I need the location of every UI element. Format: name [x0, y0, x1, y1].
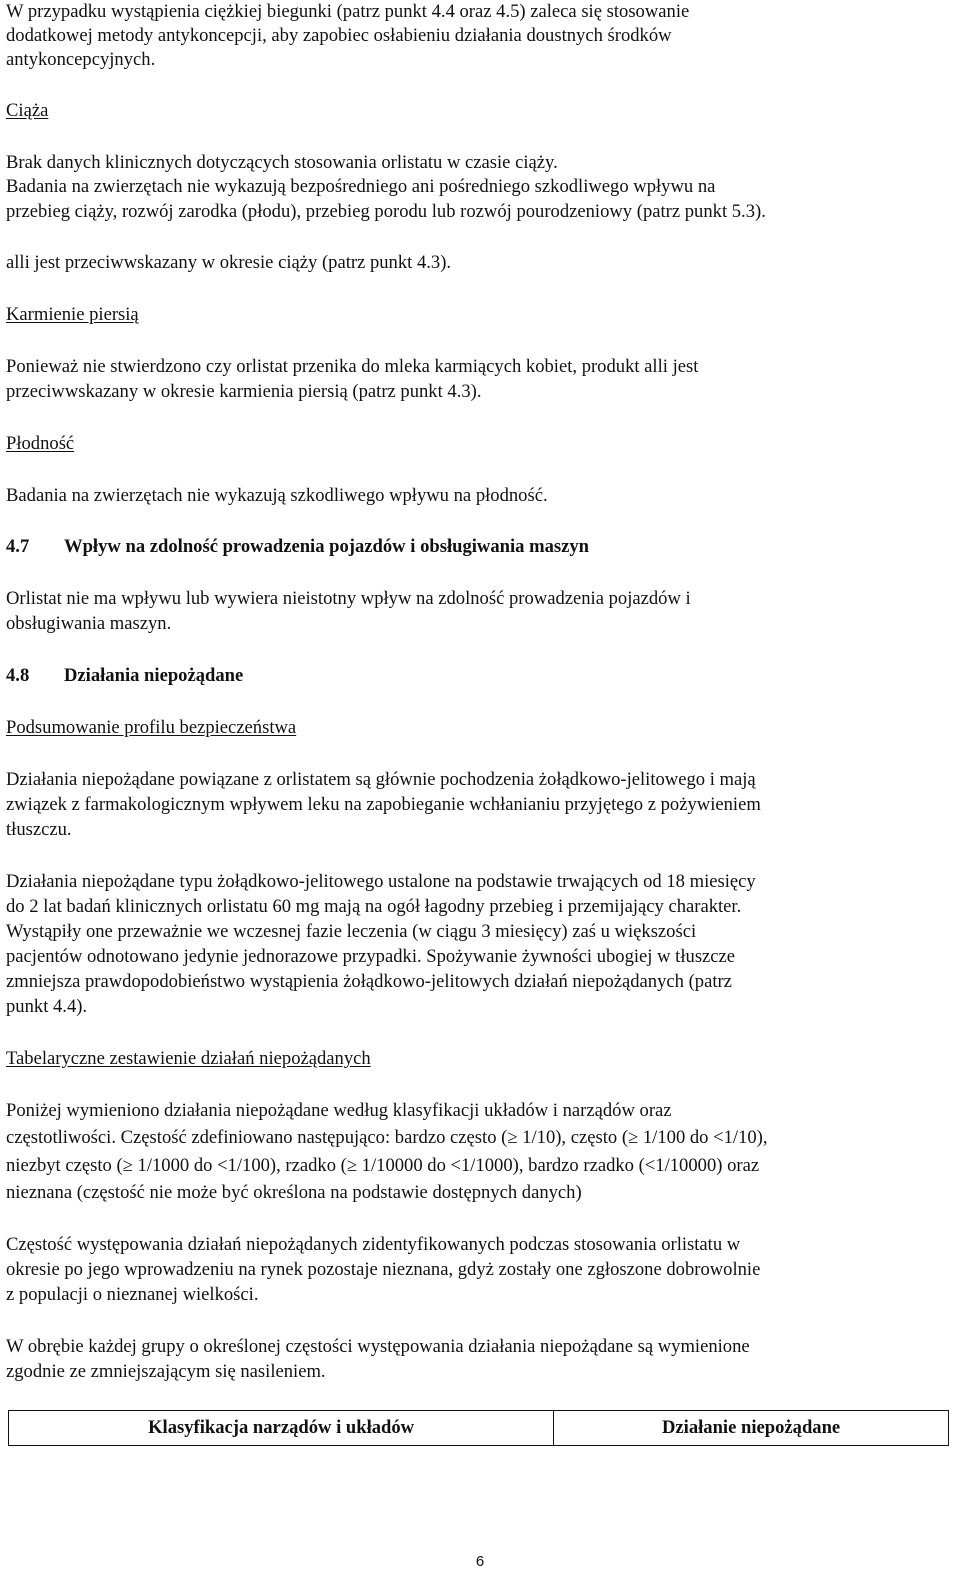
- adverse-reactions-table: [8, 1410, 949, 1446]
- tabulated-list-heading: Tabelaryczne zestawienie działań niepożądanych: [6, 1048, 371, 1069]
- table-header-adverse-reaction: Działanie niepożądane: [554, 1411, 949, 1446]
- breastfeeding-heading: Karmienie piersią: [6, 304, 139, 325]
- postmarketing-p4-line: z populacji o nieznanej wielkości.: [6, 1284, 259, 1305]
- frequency-p3-line: częstotliwości. Częstość zdefiniowano następująco: bardzo często (≥ 1/10), często (≥ 1/100 do <1/10),: [6, 1127, 768, 1148]
- summary-p2-line: Wystąpiły one przeważnie we wczesnej fazie leczenia (w ciągu 3 miesięcy) zaś u większości: [6, 921, 697, 942]
- summary-p1-line: związek z farmakologicznym wpływem leku na zapobieganie wchłanianiu przyjętego z pożywieniem: [6, 794, 761, 815]
- summary-p2-line: pacjentów odnotowano jedynie jednorazowe przypadki. Spożywanie żywności ubogiej w tłuszcze: [6, 946, 736, 967]
- intro-line-2: dodatkowej metody antykoncepcji, aby zapobiec osłabieniu działania doustnych środków: [6, 25, 672, 46]
- fertility-heading: Płodność: [6, 433, 75, 454]
- section-number: 4.8: [6, 665, 30, 686]
- breastfeeding-line-2: przeciwwskazany w okresie karmienia piersią (patrz punkt 4.3).: [6, 381, 482, 402]
- intro-line-3: antykoncepcyjnych.: [6, 49, 156, 70]
- pregnancy-line-1: Brak danych klinicznych dotyczących stosowania orlistatu w czasie ciąży.: [6, 152, 558, 173]
- summary-p2-line: zmniejsza prawdopodobieństwo wystąpienia żołądkowo-jelitowych działań niepożądanych (patrz: [6, 971, 732, 992]
- postmarketing-p4-line: Częstość występowania działań niepożądanych zidentyfikowanych podczas stosowania orlistatu w: [6, 1234, 741, 1255]
- pregnancy-line-2: Badania na zwierzętach nie wykazują bezpośredniego ani pośredniego szkodliwego wpływu na: [6, 176, 716, 197]
- section-4-7-line-1: Orlistat nie ma wpływu lub wywiera nieistotny wpływ na zdolność prowadzenia pojazdów i: [6, 588, 691, 609]
- section-number: 4.7: [6, 536, 30, 557]
- table-header-system-organ-class: Klasyfikacja narządów i układów: [9, 1411, 554, 1446]
- section-4-7-heading: [6, 535, 589, 560]
- summary-p2-line: Działania niepożądane typu żołądkowo-jelitowego ustalone na podstawie trwających od 18 miesięcy: [6, 871, 756, 892]
- ordering-p5-line: W obrębie każdej grupy o określonej częstości występowania działania niepożądane są wymienione: [6, 1336, 750, 1357]
- section-4-8-heading: [6, 664, 243, 689]
- section-4-7-line-2: obsługiwania maszyn.: [6, 613, 172, 634]
- summary-p2-line: punkt 4.4).: [6, 996, 88, 1017]
- pregnancy-line-4: alli jest przeciwwskazany w okresie ciąży (patrz punkt 4.3).: [6, 252, 452, 273]
- frequency-p3-line: nieznana (częstość nie może być określona na podstawie dostępnych danych): [6, 1182, 582, 1203]
- fertility-line-1: Badania na zwierzętach nie wykazują szkodliwego wpływu na płodność.: [6, 485, 548, 506]
- section-title: Wpływ na zdolność prowadzenia pojazdów i obsługiwania maszyn: [64, 536, 590, 557]
- section-title: Działania niepożądane: [64, 665, 244, 686]
- safety-summary-heading: Podsumowanie profilu bezpieczeństwa: [6, 717, 297, 738]
- pregnancy-line-3: przebieg ciąży, rozwój zarodka (płodu), przebieg porodu lub rozwój pourodzeniowy (patrz punkt 5.3).: [6, 201, 766, 222]
- summary-p1-line: Działania niepożądane powiązane z orlistatem są głównie pochodzenia żołądkowo-jelitowego i mają: [6, 769, 756, 790]
- frequency-p3-line: niezbyt często (≥ 1/1000 do <1/100), rzadko (≥ 1/10000 do <1/1000), bardzo rzadko (<1/10000) oraz: [6, 1155, 760, 1176]
- pregnancy-heading: Ciąża: [6, 100, 49, 121]
- table-header-row: [9, 1411, 949, 1446]
- summary-p2-line: do 2 lat badań klinicznych orlistatu 60 mg mają na ogół łagodny przebieg i przemijający charakter.: [6, 896, 742, 917]
- ordering-p5-line: zgodnie ze zmniejszającym się nasileniem.: [6, 1361, 326, 1382]
- postmarketing-p4-line: okresie po jego wprowadzeniu na rynek pozostaje nieznana, gdyż zostały one zgłoszone dobrowolnie: [6, 1259, 761, 1280]
- breastfeeding-line-1: Ponieważ nie stwierdzono czy orlistat przenika do mleka karmiących kobiet, produkt alli jest: [6, 356, 699, 377]
- page-number: 6: [475, 1553, 485, 1570]
- intro-line-1: W przypadku wystąpienia ciężkiej biegunki (patrz punkt 4.4 oraz 4.5) zaleca się stosowanie: [6, 1, 690, 22]
- summary-p1-line: tłuszczu.: [6, 819, 72, 840]
- frequency-p3-line: Poniżej wymieniono działania niepożądane według klasyfikacji układów i narządów oraz: [6, 1100, 672, 1121]
